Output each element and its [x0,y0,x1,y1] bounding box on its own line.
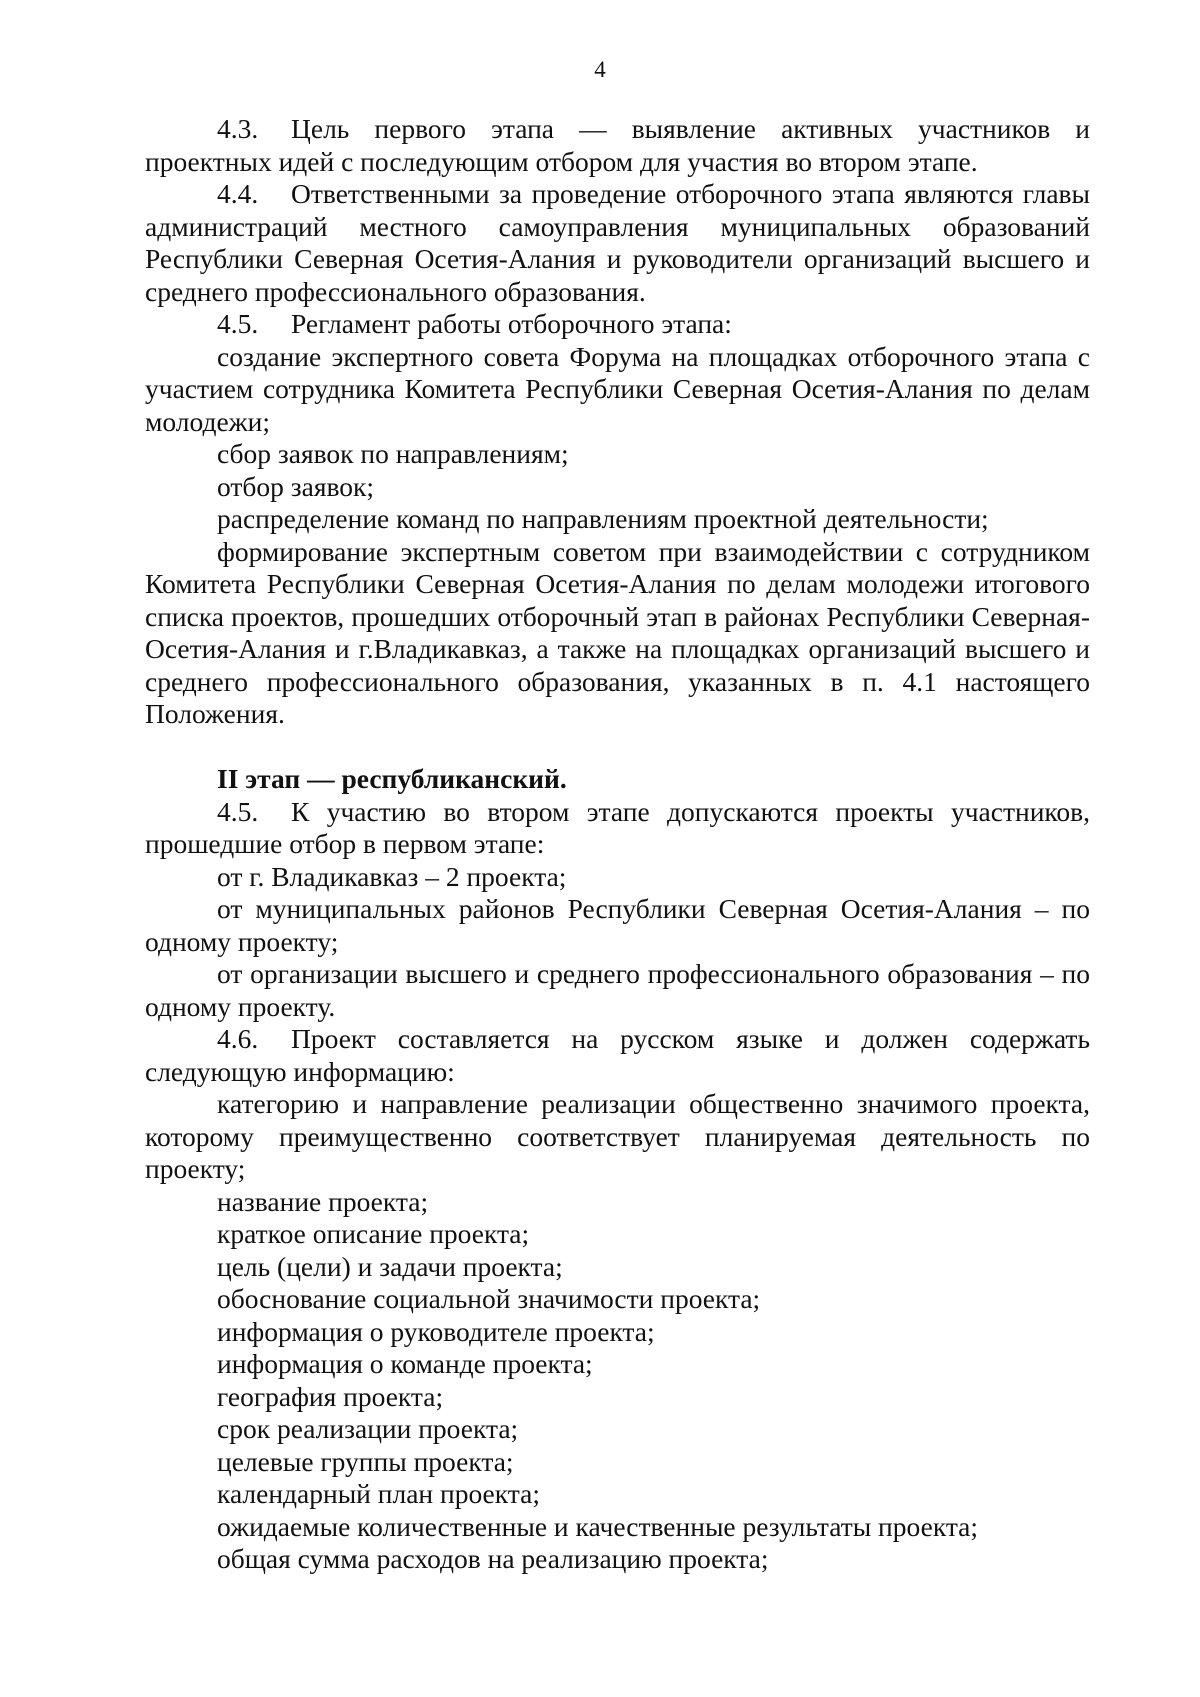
project-item: обоснование социальной значимости проекта; [217,1283,761,1314]
paragraph-4-5 [145,308,1090,341]
stage2-item: от организации высшего и среднего профессионального образования – по одному проекту. [145,958,1090,1022]
project-item: категорию и направление реализации общественно значимого проекта, которому преимущественно соответствует планируемая деятельность по проекту; [145,1088,1090,1184]
reglament-item: сбор заявок по направлениям; [217,438,569,469]
paragraph-number: 4.6. [217,1023,259,1054]
reglament-item: формирование экспертным советом при взаимодействии с сотрудником Комитета Республики Северная Осетия-Алания по делам молодежи итогового списка проектов, прошедших отборочный этап в районах Республики Северная-Осетия-Алания и г.Владикавказ, а также на площадках организаций высшего и среднего профессионального образования, указанных в п. 4.1 настоящего Положения. [145,535,1090,729]
stage2-item: от г. Владикавказ – 2 проекта; [217,860,567,892]
project-item: общая сумма расходов на реализацию проекта; [217,1543,769,1574]
reglament-item: отбор заявок; [217,470,375,502]
paragraph-text: Проект составляется на русском языке и должен содержать следующую информацию: [145,1023,1090,1087]
paragraph-number: 4.5. [217,308,259,339]
paragraph-number: 4.3. [217,113,259,144]
paragraph-stage2 [145,796,1090,861]
section-heading: II этап — республиканский. [217,763,567,794]
paragraph-4-6 [145,1023,1090,1088]
project-item: краткое описание проекта; [217,1218,530,1249]
paragraph-text: К участию во втором этапе допускаются проекты участников, прошедшие отбор в первом этапе: [145,795,1090,859]
paragraph-number: 4.5. [217,795,259,827]
project-item: цель (цели) и задачи проекта; [217,1250,563,1282]
page-number: 4 [594,57,606,82]
stage2-item: от муниципальных районов Республики Северная Осетия-Алания – по одному проекту; [145,893,1090,957]
paragraph-number: 4.4. [217,178,259,209]
document-body [145,113,1090,1576]
paragraph-text: Цель первого этапа — выявление активных участников и проектных идей с последующим отбором для участия во втором этапе. [145,113,1090,177]
project-item: информация о руководителе проекта; [217,1315,655,1347]
paragraph-text: Ответственными за проведение отборочного этапа являются главы администраций местного самоуправления муниципальных образований Республики Северная Осетия-Алания и руководители организаций высшего и среднего профессионального образования. [145,178,1090,307]
project-item: календарный план проекта; [217,1478,540,1509]
reglament-item: распределение команд по направлениям проектной деятельности; [217,503,989,534]
project-item: ожидаемые количественные и качественные результаты проекта; [217,1510,979,1542]
project-item: название проекта; [217,1185,429,1217]
paragraph-text: Регламент работы отборочного этапа: [291,308,732,339]
reglament-item: создание экспертного совета Форума на площадках отборочного этапа с участием сотрудника Комитета Республики Северная Осетия-Алания по делам молодежи; [145,340,1090,437]
paragraph-4-4 [145,178,1090,308]
project-item: целевые группы проекта; [217,1445,514,1477]
paragraph-4-3 [145,113,1090,178]
blank-line [145,731,1090,764]
project-item: информация о команде проекта; [217,1348,593,1379]
project-item: срок реализации проекта; [217,1413,519,1444]
project-item: география проекта; [217,1380,444,1412]
